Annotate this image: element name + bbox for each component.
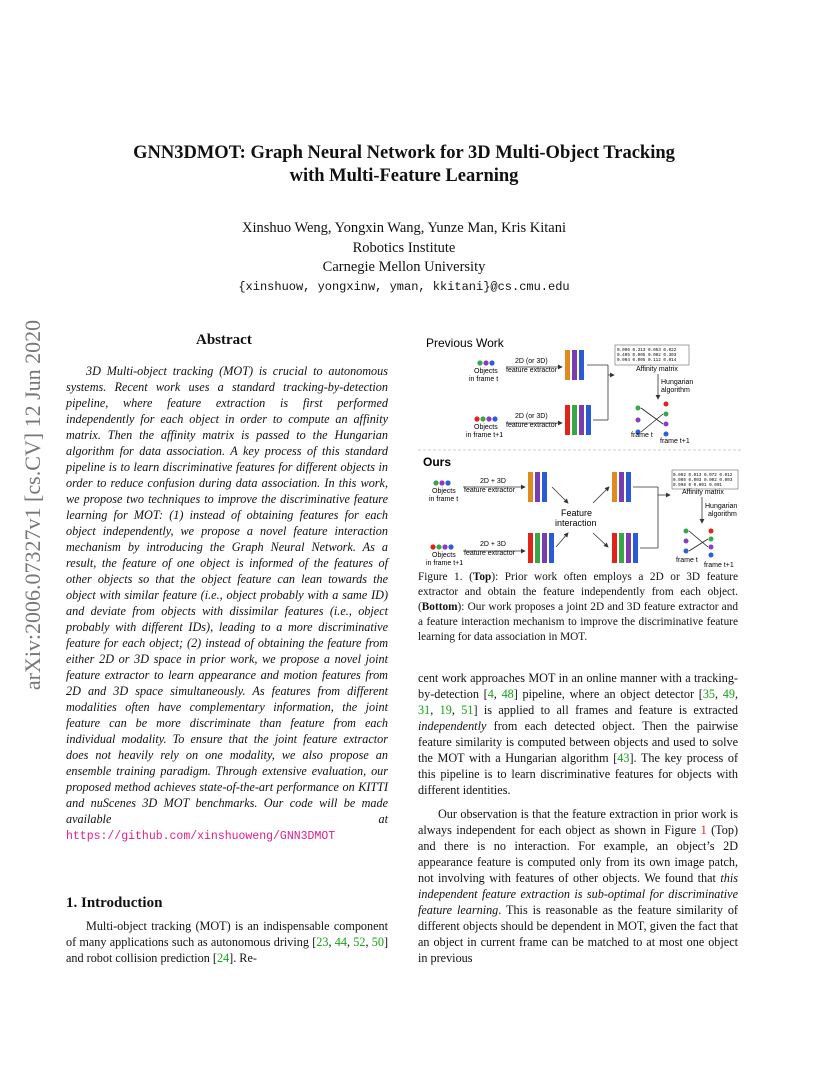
feature-bars-ours-t1 [528, 533, 554, 563]
feature-bars-prev-t1 [565, 405, 591, 435]
citation-link[interactable]: 43 [617, 751, 630, 765]
extractor-sub-prev: feature extractor [506, 422, 557, 429]
frame-t-label-prev: frame t [631, 432, 653, 439]
right-column-paragraph-1: cent work approaches MOT in an online manner with a tracking-by-detection [4, 48] pipeline, where an object detector [35, 49, 31, 19, 51] is applied to all frames and feature is extracted independently from each detected object. Then the pairwise feature similarity is computed between objects and used to solve the MOT with a Hungarian algorithm [43]. The key process of this pipeline is to learn discriminative features for objects with different identities. [418, 671, 739, 797]
feature-bars-ours-interact-t [612, 472, 631, 502]
frame-t-label-ours: frame t [676, 557, 698, 564]
section-heading-introduction: 1. Introduction [66, 895, 163, 911]
frame-t-label: in frame t [469, 376, 499, 383]
feature-bars-ours-t [528, 472, 547, 502]
code-link[interactable]: https://github.com/xinshuoweng/GNN3DMOT [66, 830, 336, 843]
svg-text:0.005 0.003 0.002 0.003: 0.005 0.003 0.002 0.003 [673, 478, 733, 483]
figure-previous-work-label: Previous Work [426, 336, 504, 350]
citation-link[interactable]: 49 [722, 687, 735, 701]
svg-text:0.006 0.313 0.053 0.022: 0.006 0.313 0.053 0.022 [617, 348, 677, 353]
extractor-label-ours: 2D + 3D [480, 541, 506, 548]
algorithm-label-prev: algorithm [661, 387, 690, 394]
citation-link[interactable]: 48 [501, 687, 514, 701]
svg-text:0.002 0.013 0.072 0.012: 0.002 0.013 0.072 0.012 [673, 473, 733, 478]
abstract-body [66, 363, 388, 845]
citation-link[interactable]: 52 [353, 935, 366, 949]
extractor-label-prev: 2D (or 3D) [515, 413, 548, 420]
extractor-label-prev: 2D (or 3D) [515, 358, 548, 365]
objects-label: Objects [432, 488, 456, 495]
caption-text-a: ): Prior work often employs a 2D or 3D feature extractor and obtain the feature independently from each object. ( [418, 571, 738, 613]
object-dots-prev-t [477, 360, 494, 365]
extractor-sub-ours: feature extractor [464, 487, 515, 494]
affinity-label-ours: Affinity matrix [682, 489, 724, 496]
right-text: from each detected object. Then the pairwise feature similarity is computed between objects and used to solve the MOT with a Hungarian algorithm [ [418, 719, 738, 765]
arxiv-identifier [8, 300, 58, 710]
author-block [80, 219, 728, 297]
right-column-paragraph-2 [418, 806, 738, 966]
extractor-label-ours: 2D + 3D [480, 478, 506, 485]
affinity-label-prev: Affinity matrix [636, 366, 678, 373]
citation-link[interactable]: 19 [439, 703, 452, 717]
citation-link[interactable]: 51 [461, 703, 474, 717]
frame-t1-label-ours: frame t+1 [704, 562, 734, 568]
author-names: Xinshuo Weng, Yongxin Wang, Yunze Man, Kris Kitani [241, 220, 567, 236]
object-dots-prev-t1 [474, 416, 497, 421]
right-text: ] pipeline, where an object detector [ [513, 687, 703, 701]
citation-link[interactable]: 23 [316, 935, 329, 949]
figure-ref-link[interactable]: 1 [700, 823, 707, 837]
object-dots-ours-t [433, 480, 450, 485]
svg-text:0.998 0 0.001 0.001: 0.998 0 0.001 0.001 [673, 483, 722, 488]
affinity-matrix-ours [672, 470, 738, 489]
citation-link[interactable]: 44 [334, 935, 347, 949]
feature-bars-prev-t [565, 350, 584, 380]
introduction-paragraph: Multi-object tracking (MOT) is an indispensable component of many applications such as autonomous driving [23, 44, 52, 50] and robot collision prediction [24]. Re- [66, 919, 389, 965]
title-line-1: GNN3DMOT: Graph Neural Network for 3D Multi-Object Tracking [133, 143, 675, 163]
affinity-matrix-prev [615, 345, 689, 365]
hungarian-label-prev: Hungarian [661, 379, 694, 386]
feature-bars-ours-interact-t1 [612, 533, 638, 563]
objects-label: Objects [432, 552, 456, 559]
abstract-heading: Abstract [196, 332, 252, 348]
arxiv-id-text: arXiv:2006.07327v1 [cs.CV] 12 Jun 2020 [20, 319, 45, 691]
citation-link[interactable]: 31 [418, 703, 431, 717]
right-text: ]. The key process of this pipeline is to learn discriminative features for objects with different identities. [418, 751, 738, 797]
objects-label: Objects [474, 368, 498, 375]
title-line-2: with Multi-Feature Learning [289, 166, 519, 186]
svg-text:0.405 0.005 0.002 0.303: 0.405 0.005 0.002 0.303 [617, 353, 677, 358]
frame-t-label: in frame t [429, 496, 459, 503]
citation-link[interactable]: 35 [702, 687, 715, 701]
extractor-sub-ours: feature extractor [464, 550, 515, 557]
figure-1 [418, 333, 743, 568]
citation-link[interactable]: 24 [216, 951, 230, 965]
feature-label: Feature [561, 508, 593, 518]
right-text: Our observation is that the feature extraction in prior work is always independent for each object as shown in Figure [418, 807, 738, 837]
frame-t1-label: in frame t+1 [426, 560, 464, 567]
paper-title [80, 142, 728, 188]
matching-dots-ours [684, 529, 714, 558]
object-dots-ours-t1 [430, 544, 453, 549]
interaction-label: interaction [555, 518, 597, 528]
caption-text-b: ): Our work proposes a joint 2D and 3D feature extractor and a feature interaction mechanism to improve the discriminative feature learning for data association in MOT. [418, 601, 738, 643]
abstract-text: 3D Multi-object tracking (MOT) is crucial to autonomous systems. Recent work uses a standard tracking-by-detection pipeline, where feature extraction is first performed independently for each object in order to compute an affinity matrix. Then the affinity matrix is passed to the Hungarian algorithm for data association. A key process of this standard pipeline is to learn discriminative features for different objects in order to reduce confusion during data association. In this work, we propose two techniques to improve the discriminative feature learning for MOT: (1) instead of obtaining features for each object independently, we propose a novel feature interaction mechanism by introducing the Graph Neural Network. As a result, the feature of one object is informed of the features of other objects so that the object feature can lean towards the object with similar feature (i.e., object probably with a same ID) and deviate from objects with dissimilar features (i.e., object probably with different IDs), leading to a more discriminative feature for each object; (2) instead of obtaining the feature from either 2D or 3D space in prior work, we propose a novel joint feature extractor to learn appearance and motion features from 2D and 3D space simultaneously. As features from different modalities often have complementary information, the joint feature can be more discriminate than feature from each individual modality. To ensure that the joint feature extractor does not heavily rely on one modality, we also propose an ensemble training paradigm. Through extensive evaluation, our proposed method achieves state-of-the-art performance on KITTI and nuScenes 3D MOT benchmarks. Our code will be made available at [66, 364, 388, 826]
emphasis-text: independently [418, 719, 487, 733]
caption-label: Figure 1. ( [418, 571, 473, 583]
right-text: . This is reasonable as the feature similarity of different objects should be dependent in MOT, given the fact that an object in current frame can be matched to at most one object in previous [418, 903, 738, 965]
svg-text:0.004 0.005 0.112 0.014: 0.004 0.005 0.112 0.014 [617, 358, 677, 363]
objects-label: Objects [474, 424, 498, 431]
figure-1-caption [418, 570, 738, 645]
right-text: ] is applied to all frames and feature is extracted [473, 703, 739, 717]
intro-text-1: Multi-object tracking (MOT) is an indispensable component of many applications such as autonomous driving [ [66, 919, 388, 949]
right-text: cent work approaches MOT in an online manner with a tracking-by-detection [ [418, 671, 738, 701]
algorithm-label-ours: algorithm [708, 511, 737, 518]
citation-link[interactable]: 50 [371, 935, 384, 949]
right-text: (Top) and there is no interaction. For example, an object’s 2D appearance feature is computed only from its own image patch, not involving with features of other objects. We found that [418, 823, 739, 885]
citation-link[interactable]: 4 [487, 687, 494, 701]
author-emails: {xinshuow, yongxinw, yman, kkitani}@cs.cmu.edu [238, 279, 570, 294]
affiliation-university: Carnegie Mellon University [322, 259, 486, 275]
intro-text-2: ] and robot collision prediction [ [66, 935, 389, 965]
emphasis-text: this independent feature extraction is sub-optimal for discriminative feature learning [418, 871, 738, 917]
frame-t1-label-prev: frame t+1 [660, 438, 690, 445]
frame-t1-label: in frame t+1 [466, 432, 504, 439]
intro-text-3: ]. Re- [229, 951, 257, 965]
extractor-sub-prev: feature extractor [506, 367, 557, 374]
caption-bottom: Bottom [421, 601, 458, 613]
affiliation-institute: Robotics Institute [352, 239, 456, 256]
figure-ours-label: Ours [423, 455, 452, 469]
caption-top: Top [472, 571, 492, 583]
hungarian-label-ours: Hungarian [705, 503, 738, 510]
